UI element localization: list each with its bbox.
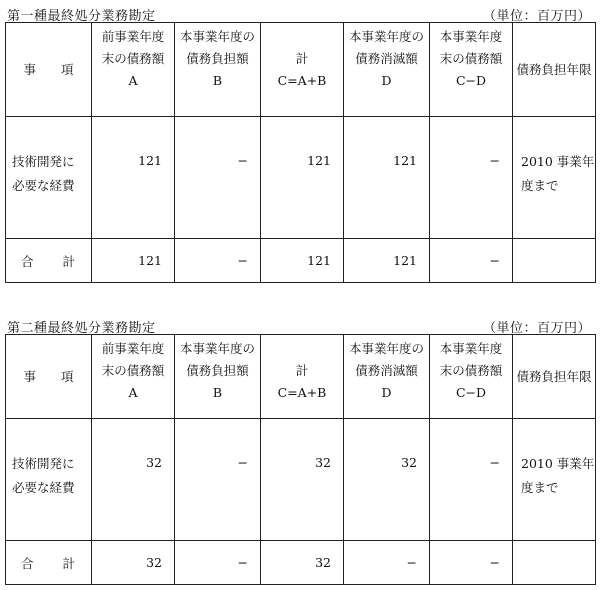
item-cell: 技術開発に 必要な経費 [6, 117, 92, 239]
header-col-d: 本事業年度の 債務消滅額 D [344, 335, 430, 419]
cell-a: 121 [92, 117, 175, 239]
header-col-limit: 債務負担年限 [513, 335, 596, 419]
section-title-row [5, 4, 595, 22]
header-col-d: 本事業年度の 債務消滅額 D [344, 23, 430, 117]
total-e: − [430, 541, 513, 585]
section-title: 第一種最終処分業務勘定 [7, 9, 156, 24]
header-col-a: 前事業年度 末の債務額 A [92, 335, 175, 419]
total-a: 32 [92, 541, 175, 585]
total-e: − [430, 239, 513, 283]
header-item: 事 項 [6, 335, 92, 419]
cell-d: 32 [344, 419, 430, 541]
unit-label: （単位：百万円） [482, 321, 591, 336]
limit-cell: 2010 事業年 度まで [513, 419, 596, 541]
total-b: − [175, 239, 261, 283]
section-title: 第二種最終処分業務勘定 [7, 321, 156, 336]
cell-e: − [430, 419, 513, 541]
cell-a: 32 [92, 419, 175, 541]
total-row [6, 541, 596, 585]
total-limit [513, 239, 596, 283]
cell-e: − [430, 117, 513, 239]
header-col-e: 本事業年度 末の債務額 C−D [430, 335, 513, 419]
header-col-b: 本事業年度の 債務負担額 B [175, 335, 261, 419]
header-col-c: 計 C=A+B [261, 335, 344, 419]
total-limit [513, 541, 596, 585]
total-d: − [344, 541, 430, 585]
header-col-c: 計 C=A+B [261, 23, 344, 117]
debt-table [5, 334, 596, 585]
total-d: 121 [344, 239, 430, 283]
header-row [6, 335, 596, 419]
table-row [6, 117, 596, 239]
total-row [6, 239, 596, 283]
total-label: 合 計 [6, 541, 92, 585]
header-col-e: 本事業年度 末の債務額 C−D [430, 23, 513, 117]
item-cell: 技術開発に 必要な経費 [6, 419, 92, 541]
header-col-b: 本事業年度の 債務負担額 B [175, 23, 261, 117]
cell-d: 121 [344, 117, 430, 239]
total-a: 121 [92, 239, 175, 283]
unit-label: （単位：百万円） [482, 9, 591, 24]
section-second-kind [5, 316, 595, 585]
header-item: 事 項 [6, 23, 92, 117]
header-col-a: 前事業年度 末の債務額 A [92, 23, 175, 117]
header-col-limit: 債務負担年限 [513, 23, 596, 117]
cell-b: − [175, 117, 261, 239]
debt-table [5, 22, 596, 283]
section-first-kind [5, 4, 595, 283]
section-title-row [5, 316, 595, 334]
total-c: 32 [261, 541, 344, 585]
total-c: 121 [261, 239, 344, 283]
table-row [6, 419, 596, 541]
cell-c: 32 [261, 419, 344, 541]
total-label: 合 計 [6, 239, 92, 283]
cell-c: 121 [261, 117, 344, 239]
total-b: − [175, 541, 261, 585]
limit-cell: 2010 事業年 度まで [513, 117, 596, 239]
cell-b: − [175, 419, 261, 541]
header-row [6, 23, 596, 117]
